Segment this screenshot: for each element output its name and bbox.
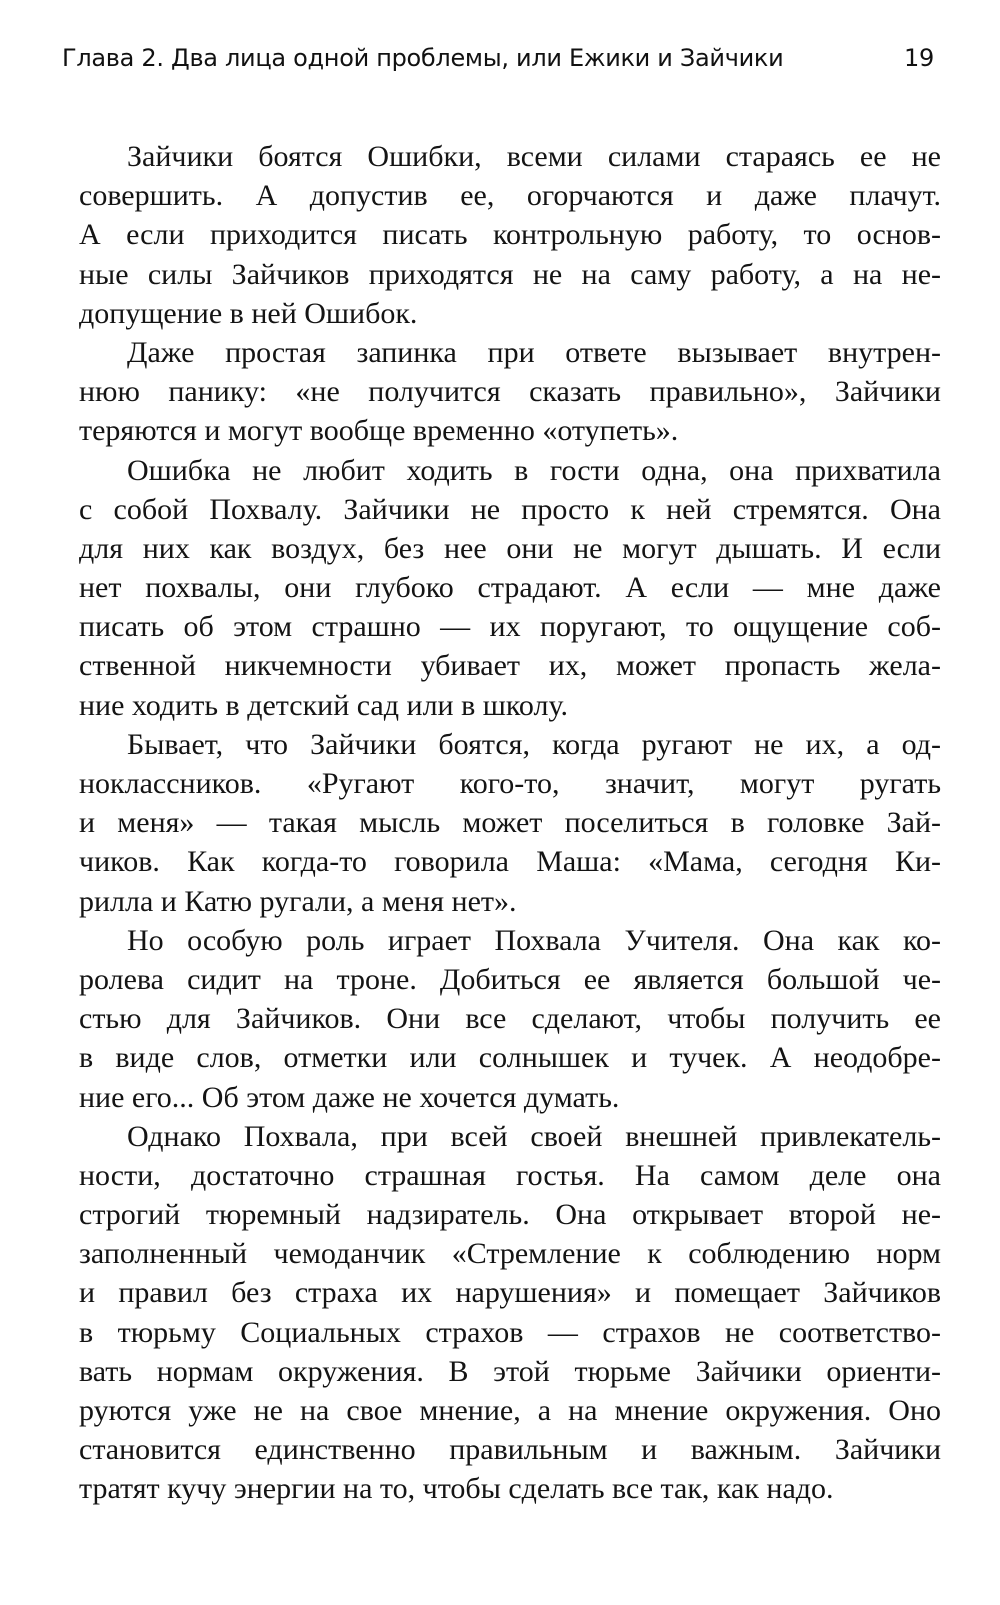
text-line: ноклассников. «Ругают кого-то, значит, могут ругать bbox=[79, 767, 941, 800]
text-line: Ошибка не любит ходить в гости одна, она прихватила bbox=[127, 453, 941, 487]
text-line: становится единственно правильным и важным. Зайчики bbox=[79, 1433, 941, 1467]
paragraph bbox=[79, 1117, 941, 1509]
text-line: ственной никчемности убивает их, может пропасть жела- bbox=[79, 649, 941, 683]
text-line: писать об этом страшно — их поругают, то ощущение соб- bbox=[79, 610, 941, 644]
text-line: Бывает, что Зайчики боятся, когда ругают не их, а од- bbox=[127, 727, 941, 761]
text-line: заполненный чемоданчик «Стремление к соблюдению норм bbox=[79, 1237, 941, 1271]
text-line: ности, достаточно страшная гостья. На самом деле она bbox=[79, 1158, 941, 1192]
text-line: руются уже не на свое мнение, а на мнение окружения. Оно bbox=[79, 1394, 941, 1427]
text-line: допущение в ней Ошибок. bbox=[79, 296, 418, 330]
text-line: стью для Зайчиков. Они все сделают, чтобы получить ее bbox=[79, 1002, 941, 1036]
text-line: строгий тюремный надзиратель. Она открывает второй не- bbox=[79, 1198, 941, 1232]
paragraph bbox=[79, 333, 941, 451]
page-number: 19 bbox=[904, 44, 934, 72]
body-text bbox=[79, 137, 941, 1509]
text-line: нет похвалы, они глубоко страдают. А если — мне даже bbox=[79, 571, 941, 605]
text-line: Однако Похвала, при всей своей внешней привлекатель- bbox=[127, 1119, 941, 1153]
chapter-title: Глава 2. Два лица одной проблемы, или Ежики и Зайчики bbox=[62, 44, 784, 72]
text-line: Даже простая запинка при ответе вызывает внутрен- bbox=[127, 335, 941, 369]
text-line: Зайчики боятся Ошибки, всеми силами стараясь ее не bbox=[127, 140, 941, 173]
text-line: и меня» — такая мысль может поселиться в головке Зай- bbox=[79, 806, 941, 840]
text-line: нюю панику: «не получится сказать правильно», Зайчики bbox=[79, 375, 941, 409]
text-line: и правил без страха их нарушения» и помещает Зайчиков bbox=[79, 1276, 941, 1310]
text-line: вать нормам окружения. В этой тюрьме Зайчики ориенти- bbox=[79, 1354, 941, 1388]
paragraph bbox=[79, 921, 941, 1117]
text-line: ролева сидит на троне. Добиться ее является большой че- bbox=[79, 962, 941, 996]
text-line: чиков. Как когда-то говорила Маша: «Мама, сегодня Ки- bbox=[79, 845, 941, 879]
text-line: Но особую роль играет Похвала Учителя. Она как ко- bbox=[127, 923, 941, 957]
text-line: с собой Похвалу. Зайчики не просто к ней стремятся. Она bbox=[79, 492, 941, 526]
paragraph bbox=[79, 725, 941, 921]
text-line: ние ходить в детский сад или в школу. bbox=[79, 688, 568, 722]
paragraph bbox=[79, 137, 941, 333]
text-line: ние его... Об этом даже не хочется думать. bbox=[79, 1080, 620, 1114]
text-line: в виде слов, отметки или солнышек и тучек. А неодобре- bbox=[79, 1041, 941, 1075]
text-line: теряются и могут вообще временно «отупеть». bbox=[79, 414, 679, 448]
text-line: тратят кучу энергии на то, чтобы сделать все так, как надо. bbox=[79, 1472, 834, 1506]
text-line: совершить. А допустив ее, огорчаются и даже плачут. bbox=[79, 179, 941, 213]
text-line: в тюрьму Социальных страхов — страхов не соответство- bbox=[79, 1315, 941, 1349]
paragraph bbox=[79, 451, 941, 725]
text-line: ные силы Зайчиков приходятся не на саму работу, а на не- bbox=[79, 257, 941, 291]
running-header bbox=[62, 44, 938, 84]
text-line: рилла и Катю ругали, а меня нет». bbox=[79, 884, 517, 918]
text-line: А если приходится писать контрольную работу, то основ- bbox=[79, 218, 941, 252]
text-line: для них как воздух, без нее они не могут дышать. И если bbox=[79, 531, 941, 565]
